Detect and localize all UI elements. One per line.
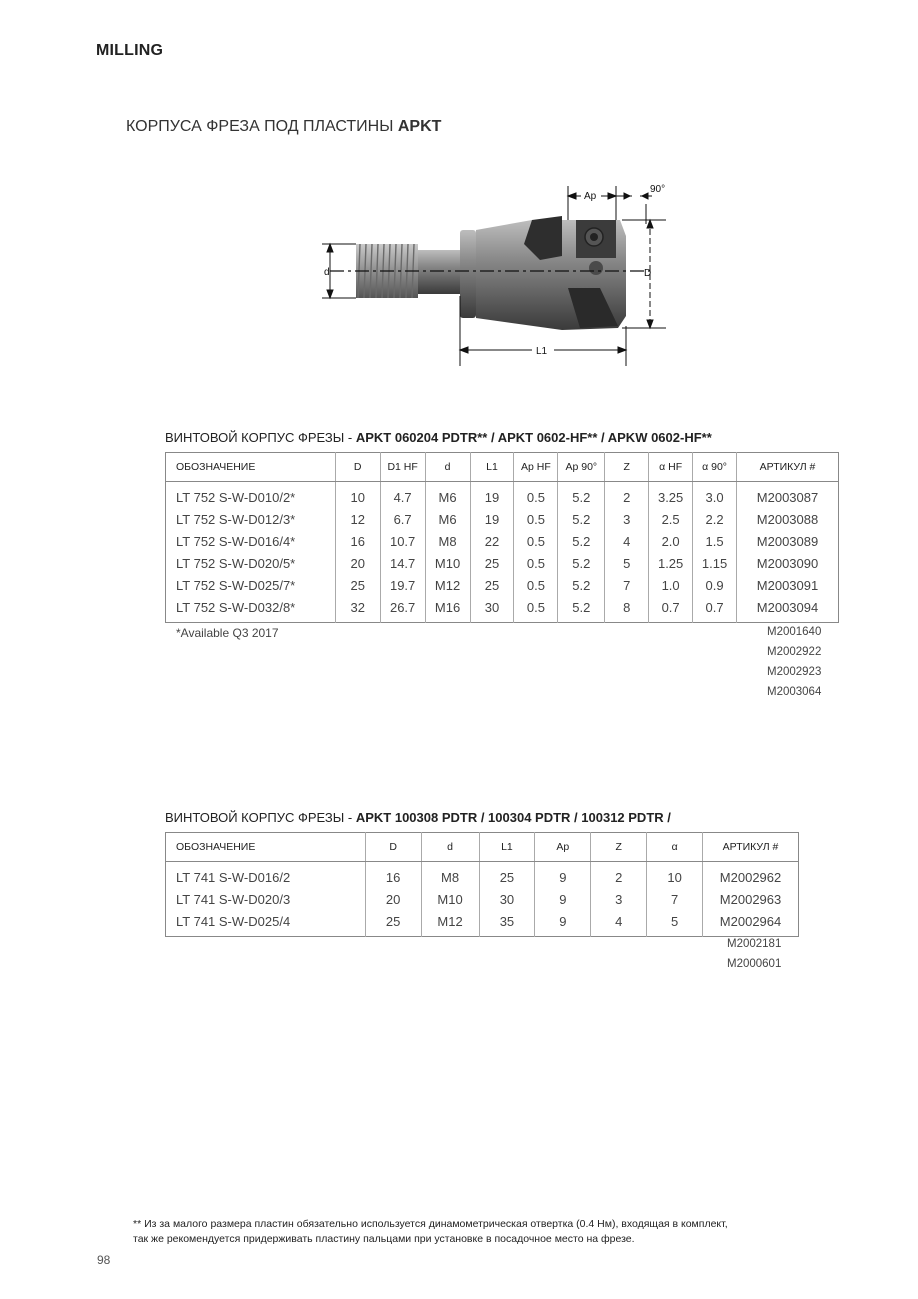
- table-row: [166, 596, 839, 623]
- table-cell: 19.7: [380, 574, 425, 596]
- table-cell: 16: [335, 530, 380, 552]
- table-cell: M10: [425, 552, 470, 574]
- accessory-code: M2002923: [767, 666, 822, 678]
- table-cell: M2003091: [737, 574, 839, 596]
- table-row: [166, 862, 799, 889]
- accessory-code: M2003064: [767, 686, 822, 698]
- table-cell: LT 752 S-W-D016/4*: [176, 533, 296, 549]
- table1-col-header: α HF: [649, 453, 693, 482]
- table-cell: M2002963: [703, 888, 799, 910]
- table-cell: 10: [335, 482, 380, 509]
- table-cell: 8: [605, 596, 649, 623]
- table1-title-prefix: ВИНТОВОЙ КОРПУС ФРЕЗЫ -: [165, 430, 356, 445]
- accessory-code: M2001640: [767, 626, 822, 638]
- table-cell: M2003090: [737, 552, 839, 574]
- table1-col-header: АРТИКУЛ #: [737, 453, 839, 482]
- table1-col-header: Ap 90°: [558, 453, 605, 482]
- table-cell: M12: [421, 910, 479, 937]
- table-cell: M10: [421, 888, 479, 910]
- table-cell: LT 752 S-W-D025/7*: [176, 577, 296, 593]
- table-cell: 7: [605, 574, 649, 596]
- Ap-dimension: [568, 186, 652, 224]
- table2-title-bold: APKT 100308 PDTR / 100304 PDTR / 100312 PDTR /: [355, 810, 671, 825]
- table-cell: M8: [421, 862, 479, 889]
- table-cell: 0.5: [514, 508, 558, 530]
- table-cell: LT 752 S-W-D032/8*: [176, 599, 296, 615]
- table2-col-header: d: [421, 833, 479, 862]
- table1-col-header: L1: [470, 453, 514, 482]
- bottom-note-line2: так же рекомендуется придерживать пластину пальцами при установке в посадочное место на фрезе.: [133, 1233, 635, 1245]
- table-cell: 1.0: [649, 574, 693, 596]
- table1-col-header: ОБОЗНАЧЕНИЕ: [166, 453, 336, 482]
- table-cell: 2: [591, 862, 647, 889]
- table-cell: 5: [647, 910, 703, 937]
- table-cell: 4.7: [380, 482, 425, 509]
- table-cell: 2: [605, 482, 649, 509]
- L1-label: L1: [536, 346, 548, 357]
- table-cell: 25: [365, 910, 421, 937]
- table-cell: 1.5: [693, 530, 737, 552]
- table-cell: 1.15: [693, 552, 737, 574]
- table-cell: 30: [479, 888, 535, 910]
- table-cell: 4: [605, 530, 649, 552]
- table-cell: 2.0: [649, 530, 693, 552]
- D-large-label: D: [644, 268, 652, 279]
- table-cell: 2.5: [649, 508, 693, 530]
- table1: [165, 452, 839, 623]
- bottom-note-line1: ** Из за малого размера пластин обязательно используется динамометрическая отвертка (0.4 Нм), входящая в комплект,: [133, 1218, 728, 1230]
- table2-col-header: ОБОЗНАЧЕНИЕ: [166, 833, 366, 862]
- table-row: [166, 552, 839, 574]
- angle-label: 90°: [650, 184, 666, 195]
- table-cell: 4: [591, 910, 647, 937]
- table1-col-header: d: [425, 453, 470, 482]
- table-row: [166, 888, 799, 910]
- table-row: [166, 530, 839, 552]
- table-cell: 22: [470, 530, 514, 552]
- table-cell: M2003094: [737, 596, 839, 623]
- bottom-note: [133, 1217, 728, 1247]
- table2-col-header: D: [365, 833, 421, 862]
- table2-title: [165, 810, 671, 825]
- table-cell: 10: [647, 862, 703, 889]
- table-cell: 14.7: [380, 552, 425, 574]
- accessory-code: M2002922: [767, 646, 822, 658]
- table2: [165, 832, 799, 937]
- neck: [418, 250, 460, 294]
- table-cell: M2002964: [703, 910, 799, 937]
- table-cell: 9: [535, 888, 591, 910]
- table-cell: 19: [470, 482, 514, 509]
- table-cell: 25: [335, 574, 380, 596]
- table-cell: M6: [425, 482, 470, 509]
- table1-col-header: Ap HF: [514, 453, 558, 482]
- table1-footnote: *Available Q3 2017: [176, 626, 279, 640]
- table-cell: 0.5: [514, 552, 558, 574]
- table-cell: 5.2: [558, 530, 605, 552]
- table-cell: 12: [335, 508, 380, 530]
- table-cell: M2003087: [737, 482, 839, 509]
- table-cell: 5: [605, 552, 649, 574]
- table-cell: 6.7: [380, 508, 425, 530]
- table-cell: LT 752 S-W-D020/5*: [176, 555, 296, 571]
- table-cell: M2003088: [737, 508, 839, 530]
- table2-col-header: АРТИКУЛ #: [703, 833, 799, 862]
- table-cell: M2003089: [737, 530, 839, 552]
- table-cell: 3.0: [693, 482, 737, 509]
- table-cell: 0.7: [649, 596, 693, 623]
- table2-body: [166, 862, 799, 937]
- page-title: [126, 118, 441, 136]
- table2-col-header: α: [647, 833, 703, 862]
- Ap-label: Ap: [584, 191, 597, 202]
- table-cell: LT 741 S-W-D025/4: [176, 913, 291, 929]
- table-cell: 20: [365, 888, 421, 910]
- table1-col-header: Z: [605, 453, 649, 482]
- table-cell: 2.2: [693, 508, 737, 530]
- table-row: [166, 482, 839, 509]
- table-cell: M8: [425, 530, 470, 552]
- table-cell: 7: [647, 888, 703, 910]
- table-cell: 19: [470, 508, 514, 530]
- table2-header-row: [166, 833, 799, 862]
- table-cell: 9: [535, 862, 591, 889]
- table-cell: 3: [591, 888, 647, 910]
- table-cell: 5.2: [558, 552, 605, 574]
- table-cell: 0.7: [693, 596, 737, 623]
- table-cell: 25: [470, 552, 514, 574]
- table-cell: 25: [470, 574, 514, 596]
- table1-col-header: α 90°: [693, 453, 737, 482]
- table-cell: LT 752 S-W-D010/2*: [176, 489, 296, 505]
- table-cell: 26.7: [380, 596, 425, 623]
- section-label: MILLING: [96, 42, 164, 59]
- table-cell: LT 741 S-W-D016/2: [176, 869, 291, 885]
- page-number: 98: [97, 1253, 111, 1267]
- accessory-code: M2000601: [727, 958, 782, 970]
- table-row: [166, 574, 839, 596]
- table2-col-header: Ap: [535, 833, 591, 862]
- table-cell: 0.5: [514, 574, 558, 596]
- table-cell: 3: [605, 508, 649, 530]
- table1-title: [165, 430, 712, 445]
- table1-body: [166, 482, 839, 623]
- table-cell: 0.5: [514, 482, 558, 509]
- d-small-label: d: [324, 267, 330, 278]
- table-cell: 20: [335, 552, 380, 574]
- table-cell: 25: [479, 862, 535, 889]
- cutter-diagram: [300, 176, 680, 376]
- table2-title-prefix: ВИНТОВОЙ КОРПУС ФРЕЗЫ -: [165, 810, 356, 825]
- table-cell: M6: [425, 508, 470, 530]
- table-cell: 32: [335, 596, 380, 623]
- table-cell: LT 752 S-W-D012/3*: [176, 511, 296, 527]
- coolant-hole: [589, 261, 603, 275]
- accessory-code: M2002181: [727, 938, 782, 950]
- collar: [460, 230, 476, 318]
- page-title-bold: APKT: [397, 118, 442, 135]
- table1-col-header: D: [335, 453, 380, 482]
- page-title-prefix: КОРПУСА ФРЕЗА ПОД ПЛАСТИНЫ: [126, 118, 398, 135]
- table-cell: 35: [479, 910, 535, 937]
- table-cell: M2002962: [703, 862, 799, 889]
- table-cell: M16: [425, 596, 470, 623]
- table-cell: 5.2: [558, 508, 605, 530]
- table-cell: 0.5: [514, 596, 558, 623]
- table1-title-bold: APKT 060204 PDTR** / APKT 0602-HF** / APKW 0602-HF**: [355, 430, 712, 445]
- table1-header-row: [166, 453, 839, 482]
- table-cell: 3.25: [649, 482, 693, 509]
- table-cell: LT 741 S-W-D020/3: [176, 891, 291, 907]
- table-cell: 16: [365, 862, 421, 889]
- table-cell: 5.2: [558, 596, 605, 623]
- table-cell: 30: [470, 596, 514, 623]
- table1-col-header: D1 HF: [380, 453, 425, 482]
- table-row: [166, 508, 839, 530]
- table-cell: 5.2: [558, 574, 605, 596]
- table-cell: 0.5: [514, 530, 558, 552]
- table-cell: 0.9: [693, 574, 737, 596]
- table-row: [166, 910, 799, 937]
- table2-col-header: L1: [479, 833, 535, 862]
- table2-col-header: Z: [591, 833, 647, 862]
- table-cell: 9: [535, 910, 591, 937]
- table-cell: 1.25: [649, 552, 693, 574]
- table-cell: M12: [425, 574, 470, 596]
- table-cell: 5.2: [558, 482, 605, 509]
- table-cell: 10.7: [380, 530, 425, 552]
